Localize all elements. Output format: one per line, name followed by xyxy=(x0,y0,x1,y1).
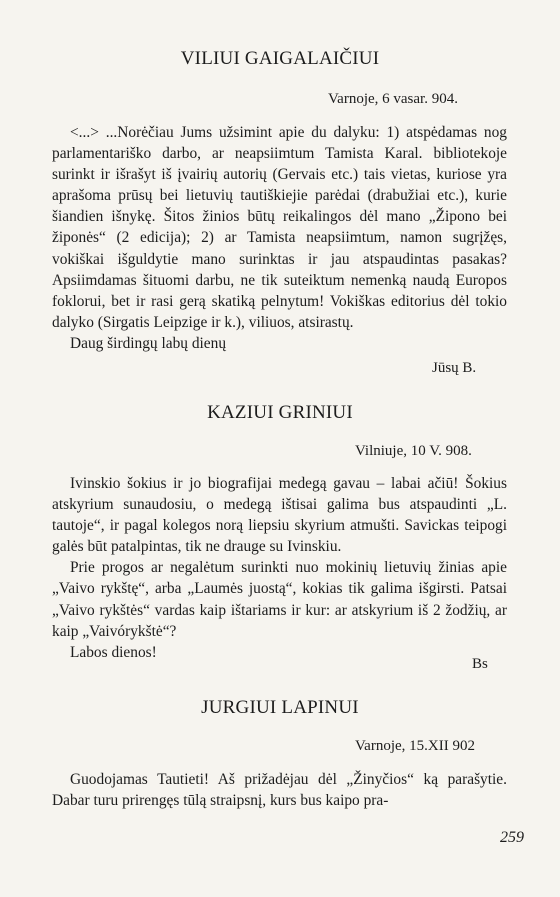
letter-heading: VILIUI GAIGALAIČIUI xyxy=(180,48,380,69)
paragraph: Labos dienos! xyxy=(70,643,157,661)
paragraph: <...> ...Norėčiau Jums užsimint apie du dalyku: 1) atspėdamas nog parlamentariško darbo, ar neapsiimtum Tamista Karal. bibliotekoje surinkt ir išrašyt iš įvairių autorių (Gervais etc.) tais vietas, kuriose yra aprašoma prūsų bei lietuvių tautiškiejie parėdai (drabužiai etc.), kurie šiandien išnykę. Šitos žinios būtų reikalingos dėl mano „Žipono bei žiponės“ (2 edicija); 2) ar Tamista neapsiimtum, namon sugrįžęs, vokiškai išguldytie mano surinktas ir jau atspaudintas pasakas? Apsiimdamas šituomi darbu, ne tik suteiktum nemenką naudą Europos foklorui, bet ir rasi gerą skatiką pelnytum! Vokiškas editorius dėl tokio dalyko (Sirgatis Leipzige ir k.), viliuos, atsirastų. xyxy=(52,124,507,331)
paragraph: Daug širdingų labų dienų xyxy=(70,334,227,352)
place-date: Varnoje, 15.XII 902 xyxy=(355,738,475,754)
letter-body xyxy=(52,122,507,354)
paragraph: Guodojamas Tautieti! Aš prižadėjau dėl „Žinyčios“ ką parašytie. Dabar turu prirengęs tūlą straipsnį, kurs bus kaipo pra- xyxy=(52,771,507,810)
letter-body xyxy=(52,473,507,663)
signature: Bs xyxy=(472,656,488,672)
place-date: Varnoje, 6 vasar. 904. xyxy=(328,91,458,107)
page-number: 259 xyxy=(500,829,524,846)
letter-body xyxy=(52,769,507,811)
paragraph: Ivinskio šokius ir jo biografijai medegą gavau – labai ačiū! Šokius atskyrium sunaudosiu, o medegą ištisai galima bus atspaudinti „L. tautoje“, ir pagal kolegos norą liepsiu skyrium atmušti. Savickas teipogi galės būt patalpintas, tik ne drauge su Ivinskiu. xyxy=(52,475,507,556)
signature: Jūsų B. xyxy=(432,360,477,376)
letter-heading: KAZIUI GRINIUI xyxy=(207,402,353,423)
paragraph: Prie progos ar negalėtum surinkti nuo mokinių lietuvių žinias apie „Vaivo rykštę“, arba „Laumės juostą“, kokias tik galima išgirsti. Patsai „Vaivo rykštės“ vardas kaip ištariams ir kur: ar atskyrium iš 2 žodžių, ar kaip „Vaivórykštė“? xyxy=(52,559,507,640)
letter-heading: JURGIUI LAPINUI xyxy=(201,697,359,718)
place-date: Vilniuje, 10 V. 908. xyxy=(355,443,472,459)
